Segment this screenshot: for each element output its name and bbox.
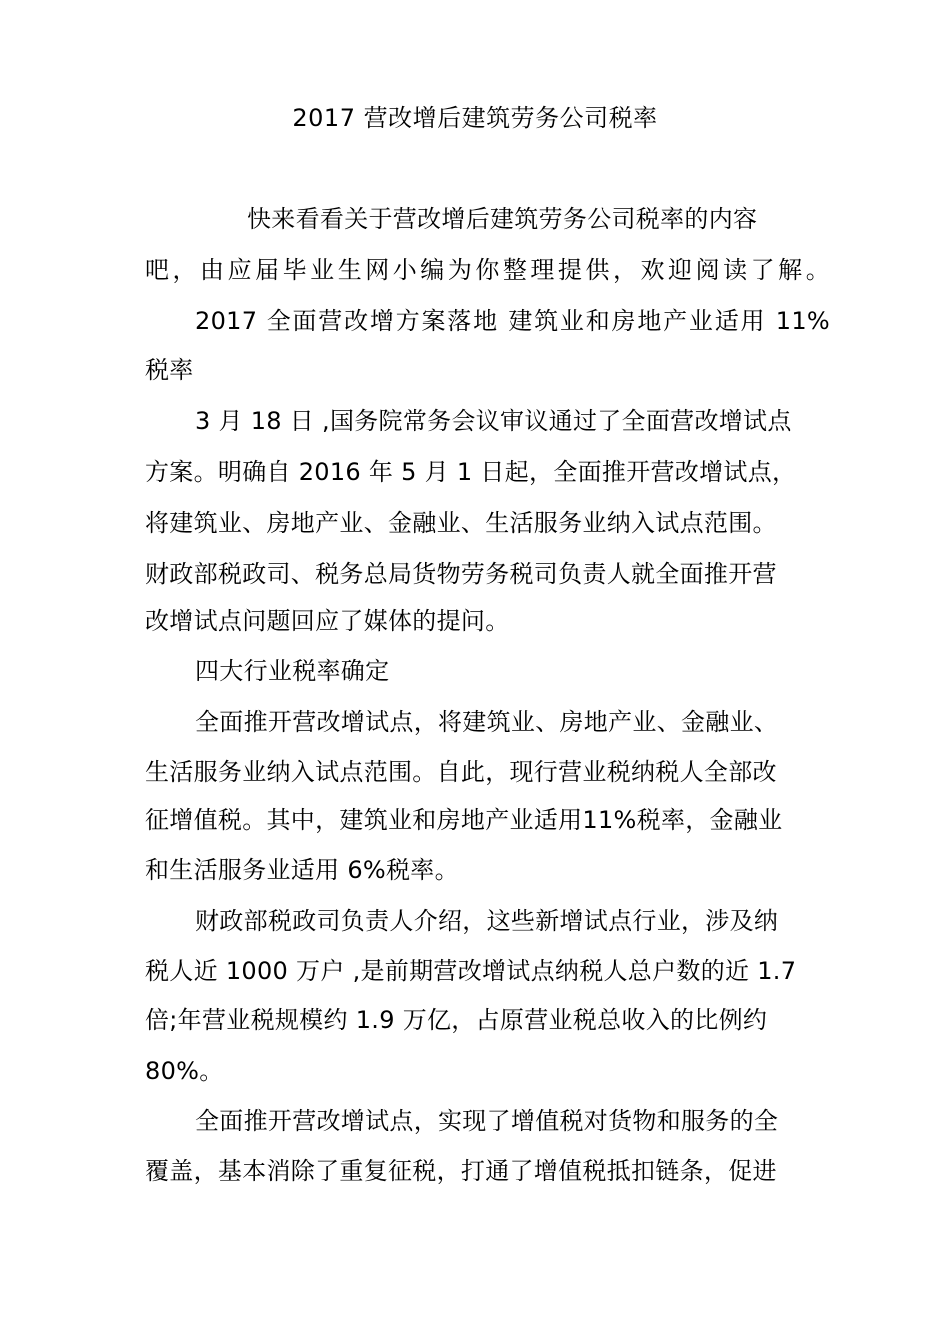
text-line: 3 月 18 日 ,国务院常务会议审议通过了全面营改增试点 <box>195 407 792 435</box>
text-line: 吧，由应届毕业生网小编为你整理提供，欢迎阅读了解。 <box>145 256 830 284</box>
text-line: 全面推开营改增试点，将建筑业、房地产业、金融业、 <box>195 708 779 736</box>
text-line: 生活服务业纳入试点范围。自此，现行营业税纳税人全部改 <box>145 758 777 786</box>
text-line: 和生活服务业适用 6%税率。 <box>145 856 459 884</box>
text-line: 2017 全面营改增方案落地 建筑业和房地产业适用 11% <box>195 307 830 335</box>
text-line: 财政部税政司负责人介绍，这些新增试点行业，涉及纳 <box>195 907 779 935</box>
text-line: 将建筑业、房地产业、金融业、生活服务业纳入试点范围。 <box>145 509 777 537</box>
text-line: 快来看看关于营改增后建筑劳务公司税率的内容 <box>247 205 758 233</box>
text-line: 覆盖，基本消除了重复征税，打通了增值税抵扣链条，促进 <box>145 1157 777 1185</box>
text-line: 四大行业税率确定 <box>195 657 390 685</box>
text-line: 征增值税。其中，建筑业和房地产业适用11%税率，金融业 <box>145 806 783 834</box>
text-line: 全面推开营改增试点，实现了增值税对货物和服务的全 <box>195 1107 779 1135</box>
text-line: 税人近 1000 万户 ,是前期营改增试点纳税人总户数的近 1.7 <box>145 957 797 985</box>
text-line: 方案。明确自 2016 年 5 月 1 日起，全面推开营改增试点， <box>145 458 797 486</box>
text-line: 80%。 <box>145 1057 224 1085</box>
document-title: 2017 营改增后建筑劳务公司税率 <box>292 104 658 132</box>
text-line: 倍;年营业税规模约 1.9 万亿，占原营业税总收入的比例约 <box>145 1006 768 1034</box>
text-line: 税率 <box>145 356 194 384</box>
text-line: 改增试点问题回应了媒体的提问。 <box>145 607 510 635</box>
text-line: 财政部税政司、税务总局货物劳务税司负责人就全面推开营 <box>145 560 777 588</box>
